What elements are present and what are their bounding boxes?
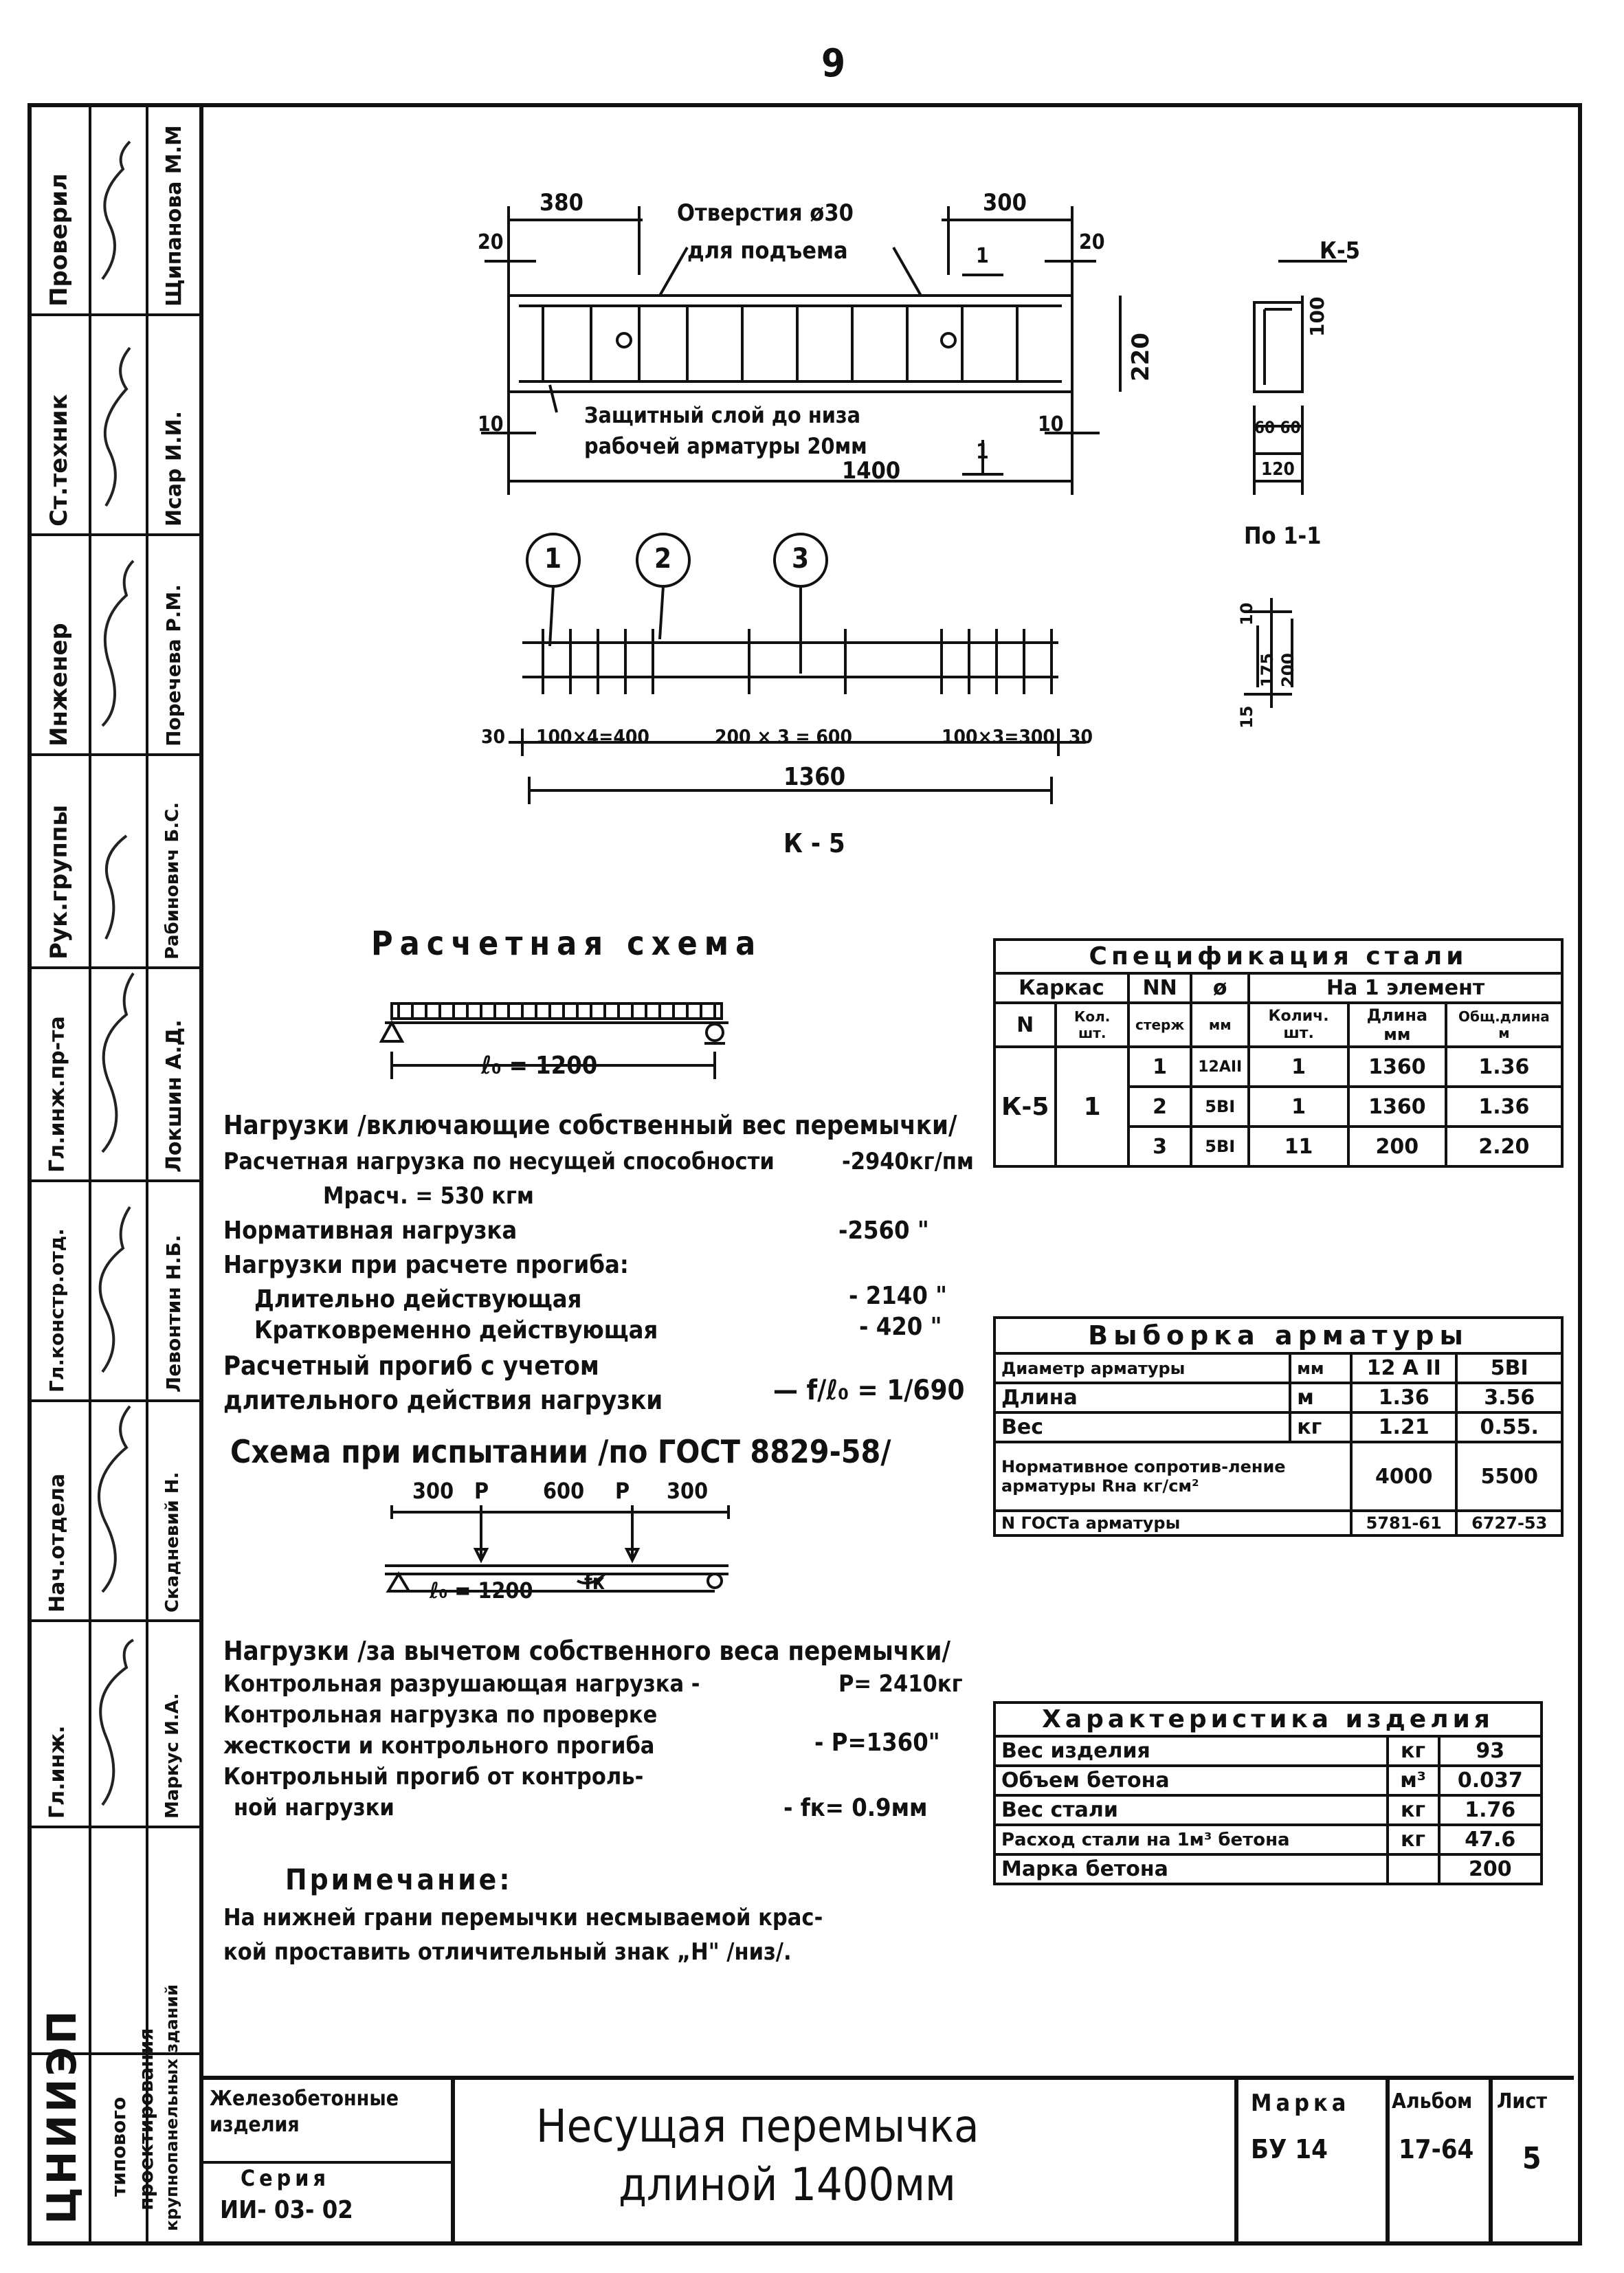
tb-name-2: длиной 1400мм [619, 2158, 956, 2211]
name-label: Левонтин Н.Б. [162, 1234, 185, 1393]
spec-cell: 5BI [1191, 1127, 1249, 1166]
dim-edge-left: 20 [478, 230, 504, 254]
calc-value: -2560 " [838, 1217, 929, 1245]
harakt-table [993, 1701, 1543, 1885]
spec-cell: 1.36 [1446, 1047, 1562, 1087]
org-logo: ЦНИИЭП [38, 2008, 85, 2224]
position-circle-3: 3 [792, 543, 810, 575]
spec-h-kolich: Колич. шт. [1249, 1003, 1348, 1047]
section-label: По 1-1 [1244, 522, 1322, 550]
spec-table [993, 938, 1564, 1168]
org-line: типового [107, 2096, 130, 2197]
harakt-unit: м³ [1388, 1766, 1439, 1795]
harakt-unit: кг [1388, 1825, 1439, 1854]
test-dim: 300 [667, 1478, 709, 1504]
vyborka-b: 6727-53 [1456, 1511, 1562, 1535]
spec-h-sterzh: стерж [1128, 1003, 1191, 1047]
frame-dim: 30 [1069, 725, 1093, 748]
harakt-unit [1388, 1854, 1439, 1884]
detail-dim: 10 [1237, 602, 1256, 625]
harakt-value: 200 [1439, 1854, 1542, 1884]
section-width: 120 [1261, 459, 1295, 480]
hole-note-2: для подъема [687, 237, 848, 265]
frame-dim: 30 [481, 725, 506, 748]
protective-note-2: рабочей арматуры 20мм [584, 433, 867, 459]
calc2-line: Контрольная разрушающая нагрузка - [223, 1670, 700, 1698]
harakt-value: 0.037 [1439, 1766, 1542, 1795]
harakt-unit: кг [1388, 1736, 1439, 1766]
position-circle-2: 2 [654, 543, 672, 575]
spec-cell: 2 [1128, 1087, 1191, 1127]
spec-cell: 1360 [1348, 1047, 1446, 1087]
name-label: Рабинович Б.С. [162, 801, 183, 960]
spec-cell: 1.36 [1446, 1087, 1562, 1127]
vyborka-unit: мм [1290, 1353, 1351, 1383]
spec-h-nn: NN [1128, 973, 1191, 1003]
dim-top-right: 300 [983, 189, 1027, 217]
test-k: fк [584, 1571, 605, 1595]
calc-line: Расчетный прогиб с учетом [223, 1351, 599, 1381]
tb-type: Железобетонные изделия [210, 2087, 399, 2137]
vyborka-b: 5BI [1456, 1353, 1562, 1383]
org-line: крупнопанельных зданий [162, 1984, 181, 2231]
role-label: Гл.инж. [45, 1725, 69, 1819]
spec-h-phi: ø [1191, 973, 1249, 1003]
calc2-line: жесткости и контрольного прогиба [223, 1732, 655, 1760]
calc-value: -2940кг/пм [842, 1148, 974, 1175]
frame-dim: 100×3=300 [942, 725, 1055, 748]
detail-dim: 175 [1258, 652, 1277, 687]
spec-karkas-qty: 1 [1056, 1047, 1128, 1166]
position-circle-1: 1 [544, 543, 562, 575]
dim-edge-right: 20 [1079, 230, 1105, 254]
spec-h-n: N [994, 1003, 1056, 1047]
harakt-name: Марка бетона [994, 1854, 1388, 1884]
name-label: Маркус И.А. [162, 1693, 183, 1819]
spec-cell: 11 [1249, 1127, 1348, 1166]
name-label: Исар И.И. [162, 410, 186, 526]
calc-line: Нагрузки при расчете прогиба: [223, 1251, 629, 1279]
vyborka-a: 4000 [1351, 1442, 1457, 1511]
harakt-value: 1.76 [1439, 1795, 1542, 1825]
dim-bottom-edge-left: 10 [478, 412, 504, 436]
role-label: Рук.группы [45, 804, 73, 960]
tb-series-label: Серия [241, 2165, 330, 2191]
calc-value: - 2140 " [849, 1282, 947, 1310]
vyborka-a: 1.21 [1351, 1412, 1457, 1442]
calc2-value: - fк= 0.9мм [783, 1794, 928, 1822]
name-label: Поречева Р.М. [162, 584, 185, 746]
harakt-name: Расход стали на 1м³ бетона [994, 1825, 1388, 1854]
harakt-name: Объем бетона [994, 1766, 1388, 1795]
test-dim: P [474, 1478, 489, 1504]
calc-line: Длительно действующая [254, 1285, 582, 1313]
detail-dim: 200 [1278, 652, 1298, 687]
test-dim: P [615, 1478, 630, 1504]
section-height: 220 [1127, 333, 1155, 381]
vyborka-name: Нормативное сопротив-ление арматуры Rнa кг/см² [994, 1442, 1351, 1511]
calc2-value: - P=1360" [814, 1729, 940, 1757]
calc-title: Расчетная схема [371, 924, 763, 963]
vyborka-name: Длина [994, 1383, 1290, 1412]
tb-h-album: Альбом [1392, 2089, 1473, 2114]
section-mark-top: 1 [976, 244, 989, 268]
vyborka-b: 5500 [1456, 1442, 1562, 1511]
vyborka-name: Вес [994, 1412, 1290, 1442]
spec-cell: 3 [1128, 1127, 1191, 1166]
spec-karkas: К-5 [994, 1047, 1056, 1166]
frame-dim: 200 × 3 = 600 [715, 725, 852, 748]
harakt-value: 93 [1439, 1736, 1542, 1766]
test-title: Схема при испытании /по ГОСТ 8829-58/ [230, 1433, 891, 1470]
vyborka-unit: м [1290, 1383, 1351, 1412]
tb-mark: БУ 14 [1251, 2134, 1328, 2164]
calc-value: - 420 " [859, 1313, 942, 1341]
vyborka-b: 0.55. [1456, 1412, 1562, 1442]
spec-h-qty: Кол. шт. [1056, 1003, 1128, 1047]
vyborka-b: 3.56 [1456, 1383, 1562, 1412]
vyborka-title: Выборка арматуры [994, 1318, 1562, 1353]
calc-line: длительного действия нагрузки [223, 1385, 663, 1415]
role-label: Гл.констр.отд. [45, 1228, 68, 1393]
org-line: проектирования [135, 2028, 157, 2210]
role-label: Гл.инж.пр-та [45, 1016, 69, 1173]
vyborka-name: N ГОСТа арматуры [994, 1511, 1351, 1535]
harakt-unit: кг [1388, 1795, 1439, 1825]
hole-note-1: Отверстия ø30 [677, 199, 854, 227]
test-span: ℓ₀ = 1200 [430, 1577, 533, 1604]
spec-h-karkas: Каркас [994, 973, 1128, 1003]
name-label: Скадневий Н. [162, 1472, 183, 1612]
spec-h-total: Общ.длина м [1446, 1003, 1562, 1047]
kr-dim: 100 [1306, 296, 1328, 337]
spec-h-len: Длина мм [1348, 1003, 1446, 1047]
role-label: Нач.отдела [45, 1473, 69, 1612]
spec-cell: 200 [1348, 1127, 1446, 1166]
calc-line: Нормативная нагрузка [223, 1217, 518, 1245]
tb-series: ИИ- 03- 02 [220, 2196, 353, 2224]
vyborka-name: Диаметр арматуры [994, 1353, 1290, 1383]
vyborka-a: 5781-61 [1351, 1511, 1457, 1535]
vyborka-a: 12 А II [1351, 1353, 1457, 1383]
calc-line: Мрасч. = 530 кгм [323, 1182, 534, 1210]
harakt-value: 47.6 [1439, 1825, 1542, 1854]
harakt-title: Характеристика изделия [994, 1703, 1542, 1736]
note-line: На нижней грани перемычки несмываемой крас- [223, 1904, 823, 1931]
role-label: Ст.техник [45, 394, 73, 526]
name-label: Локшин А.Д. [162, 1019, 186, 1173]
spec-cell: 12АII [1191, 1047, 1249, 1087]
page-number: 9 [821, 41, 846, 86]
dim-top-left: 380 [540, 189, 583, 217]
spec-h-element: На 1 элемент [1249, 973, 1562, 1003]
vyborka-table [993, 1316, 1564, 1537]
role-label: Инженер [45, 623, 73, 746]
calc2-value: P= 2410кг [838, 1670, 963, 1698]
detail-dim: 15 [1237, 705, 1256, 729]
section-mark-bottom: 1 [976, 440, 989, 464]
test-dim: 600 [543, 1478, 585, 1504]
harakt-name: Вес изделия [994, 1736, 1388, 1766]
tb-album: 17-64 [1399, 2134, 1474, 2164]
section-dims-small: 60 60 [1254, 418, 1301, 437]
test-dim: 300 [412, 1478, 454, 1504]
calc-line: Расчетная нагрузка по несущей способности [223, 1148, 775, 1175]
tb-h-sheet: Лист [1497, 2089, 1547, 2114]
calc-value: — f/ℓ₀ = 1/690 [773, 1375, 965, 1406]
loads-header: Нагрузки /включающие собственный вес перемычки/ [223, 1110, 957, 1140]
tb-h-mark: Марка [1251, 2089, 1350, 2117]
calc-line: Кратковременно действующая [254, 1316, 658, 1344]
kr-label: К-5 [1320, 237, 1360, 265]
calc2-line: Контрольный прогиб от контроль- [223, 1763, 644, 1790]
spec-cell: 1360 [1348, 1087, 1446, 1127]
frame-length: 1360 [783, 763, 846, 791]
name-label: Щипанова М.М [162, 125, 186, 307]
dim-bottom-edge-right: 10 [1038, 412, 1064, 436]
length-total: 1400 [842, 457, 901, 485]
note-line: кой проставить отличительный знак „Н" /низ/. [223, 1938, 792, 1966]
spec-title: Спецификация стали [994, 940, 1562, 973]
spec-cell: 1 [1249, 1087, 1348, 1127]
role-label: Проверил [45, 173, 73, 307]
calc-span: ℓ₀ = 1200 [481, 1052, 598, 1080]
loads2-header: Нагрузки /за вычетом собственного веса перемычки/ [223, 1636, 950, 1666]
note-title: Примечание: [285, 1863, 513, 1896]
protective-note-1: Защитный слой до низа [584, 402, 861, 428]
frame-label: К - 5 [783, 828, 845, 858]
tb-name-1: Несущая перемычка [536, 2100, 979, 2153]
frame-dim: 100×4=400 [536, 725, 649, 748]
vyborka-unit: кг [1290, 1412, 1351, 1442]
spec-cell: 1 [1249, 1047, 1348, 1087]
vyborka-a: 1.36 [1351, 1383, 1457, 1412]
spec-cell: 1 [1128, 1047, 1191, 1087]
spec-cell: 5BI [1191, 1087, 1249, 1127]
calc2-line: ной нагрузки [234, 1794, 394, 1821]
spec-cell: 2.20 [1446, 1127, 1562, 1166]
tb-sheet: 5 [1522, 2141, 1542, 2176]
harakt-name: Вес стали [994, 1795, 1388, 1825]
spec-h-mm: мм [1191, 1003, 1249, 1047]
calc2-line: Контрольная нагрузка по проверке [223, 1701, 658, 1729]
